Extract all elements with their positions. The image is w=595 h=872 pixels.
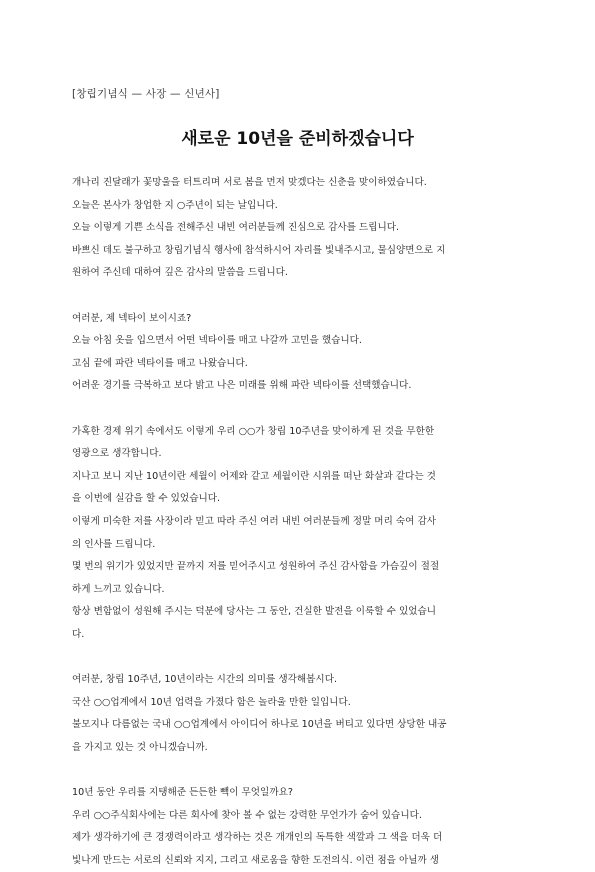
paragraph-line: 오늘 이렇게 기쁜 소식을 전해주신 내빈 여러분들께 진심으로 감사를 드립니다. (72, 222, 400, 234)
paragraph (72, 669, 524, 759)
paragraph-line: 오늘은 본사가 창업한 지 ○주년이 되는 날입니다. (72, 199, 278, 211)
paragraph-line: 항상 변함없이 성원해 주시는 덕분에 당사는 그 동안, 건실한 발전을 이룩할 수 있었습니 (72, 606, 437, 618)
paragraph (72, 421, 524, 647)
paragraph-line: 의 인사를 드립니다. (72, 538, 156, 550)
paragraph-line: 을 가지고 있는 것 아니겠습니까. (72, 741, 208, 753)
document-title: 새로운 10년을 준비하겠습니다 (181, 129, 414, 149)
paragraph-line: 여러분, 제 넥타이 보이시죠? (72, 312, 192, 324)
paragraph-line: 빛나게 만드는 서로의 신뢰와 지지, 그리고 새로움을 향한 도전의식. 이런 점을 아닐까 생 (72, 854, 440, 866)
paragraph-line: 하게 느끼고 있습니다. (72, 583, 165, 595)
paragraph-line: 원하여 주신데 대하여 깊은 감사의 말씀을 드립니다. (72, 267, 288, 279)
paragraph-line: 제가 생각하기에 큰 경쟁력이라고 생각하는 것은 개개인의 독특한 색깔과 그 색을 더욱 더 (72, 832, 443, 844)
paragraph (72, 782, 524, 872)
paragraph-line: 국산 ○○업계에서 10년 업력을 가졌다 함은 놀라울 만한 일입니다. (72, 696, 351, 708)
paragraph-line: 어려운 경기를 극복하고 보다 밝고 나은 미래를 위해 파란 넥타이를 선택했습니다. (72, 380, 412, 392)
paragraph (72, 308, 524, 398)
paragraph-line: 불모지나 다름없는 국내 ○○업계에서 아이디어 하나로 10년을 버티고 있다면 상당한 내공 (72, 719, 447, 731)
paragraph-line: 이렇게 미숙한 저를 사장이라 믿고 따라 주신 여러 내빈 여러분들께 정말 머리 숙여 감사 (72, 515, 437, 527)
paragraph-line: 몇 번의 위기가 있었지만 끝까지 저를 믿어주시고 성원하여 주신 감사함을 가슴깊이 절절 (72, 561, 440, 573)
paragraph-line: 고심 끝에 파란 넥타이를 매고 나왔습니다. (72, 357, 248, 369)
paragraph-line: 바쁘신 데도 불구하고 창립기념식 행사에 참석하시어 자리를 빛내주시고, 물심양면으로 지 (72, 244, 446, 256)
paragraph-line: 가혹한 경제 위기 속에서도 이렇게 우리 ○○가 창립 10주년을 맞이하게 된 것을 무한한 (72, 425, 435, 437)
document-body (72, 172, 524, 872)
paragraph-line: 오늘 아침 옷을 입으면서 어떤 넥타이를 매고 나갈까 고민을 했습니다. (72, 335, 362, 347)
paragraph-line: 10년 동안 우리를 지탱해준 든든한 빽이 무엇일까요? (72, 787, 293, 799)
paragraph-line: 지나고 보니 지난 10년이란 세월이 어제와 같고 세월이란 시위를 떠난 화살과 같다는 것 (72, 470, 436, 482)
paragraph-line: 여러분, 창립 10주년, 10년이라는 시간의 의미를 생각해봅시다. (72, 674, 338, 686)
paragraph-line: 개나리 진달래가 꽃망울을 터트리며 서로 봄을 먼저 맞겠다는 신춘을 맞이하였습니다. (72, 177, 427, 188)
paragraph-line: 을 이번에 실감을 할 수 있었습니다. (72, 493, 221, 505)
paragraph-line: 다. (72, 628, 85, 640)
document-category-tag: [창립기념식 — 사장 — 신년사] (72, 88, 220, 100)
paragraph-line: 영광으로 생각합니다. (72, 448, 162, 460)
paragraph (72, 172, 524, 285)
paragraph-line: 우리 ○○주식회사에는 다른 회사에 찾아 볼 수 없는 강력한 무언가가 숨어 있습니다. (72, 809, 422, 821)
